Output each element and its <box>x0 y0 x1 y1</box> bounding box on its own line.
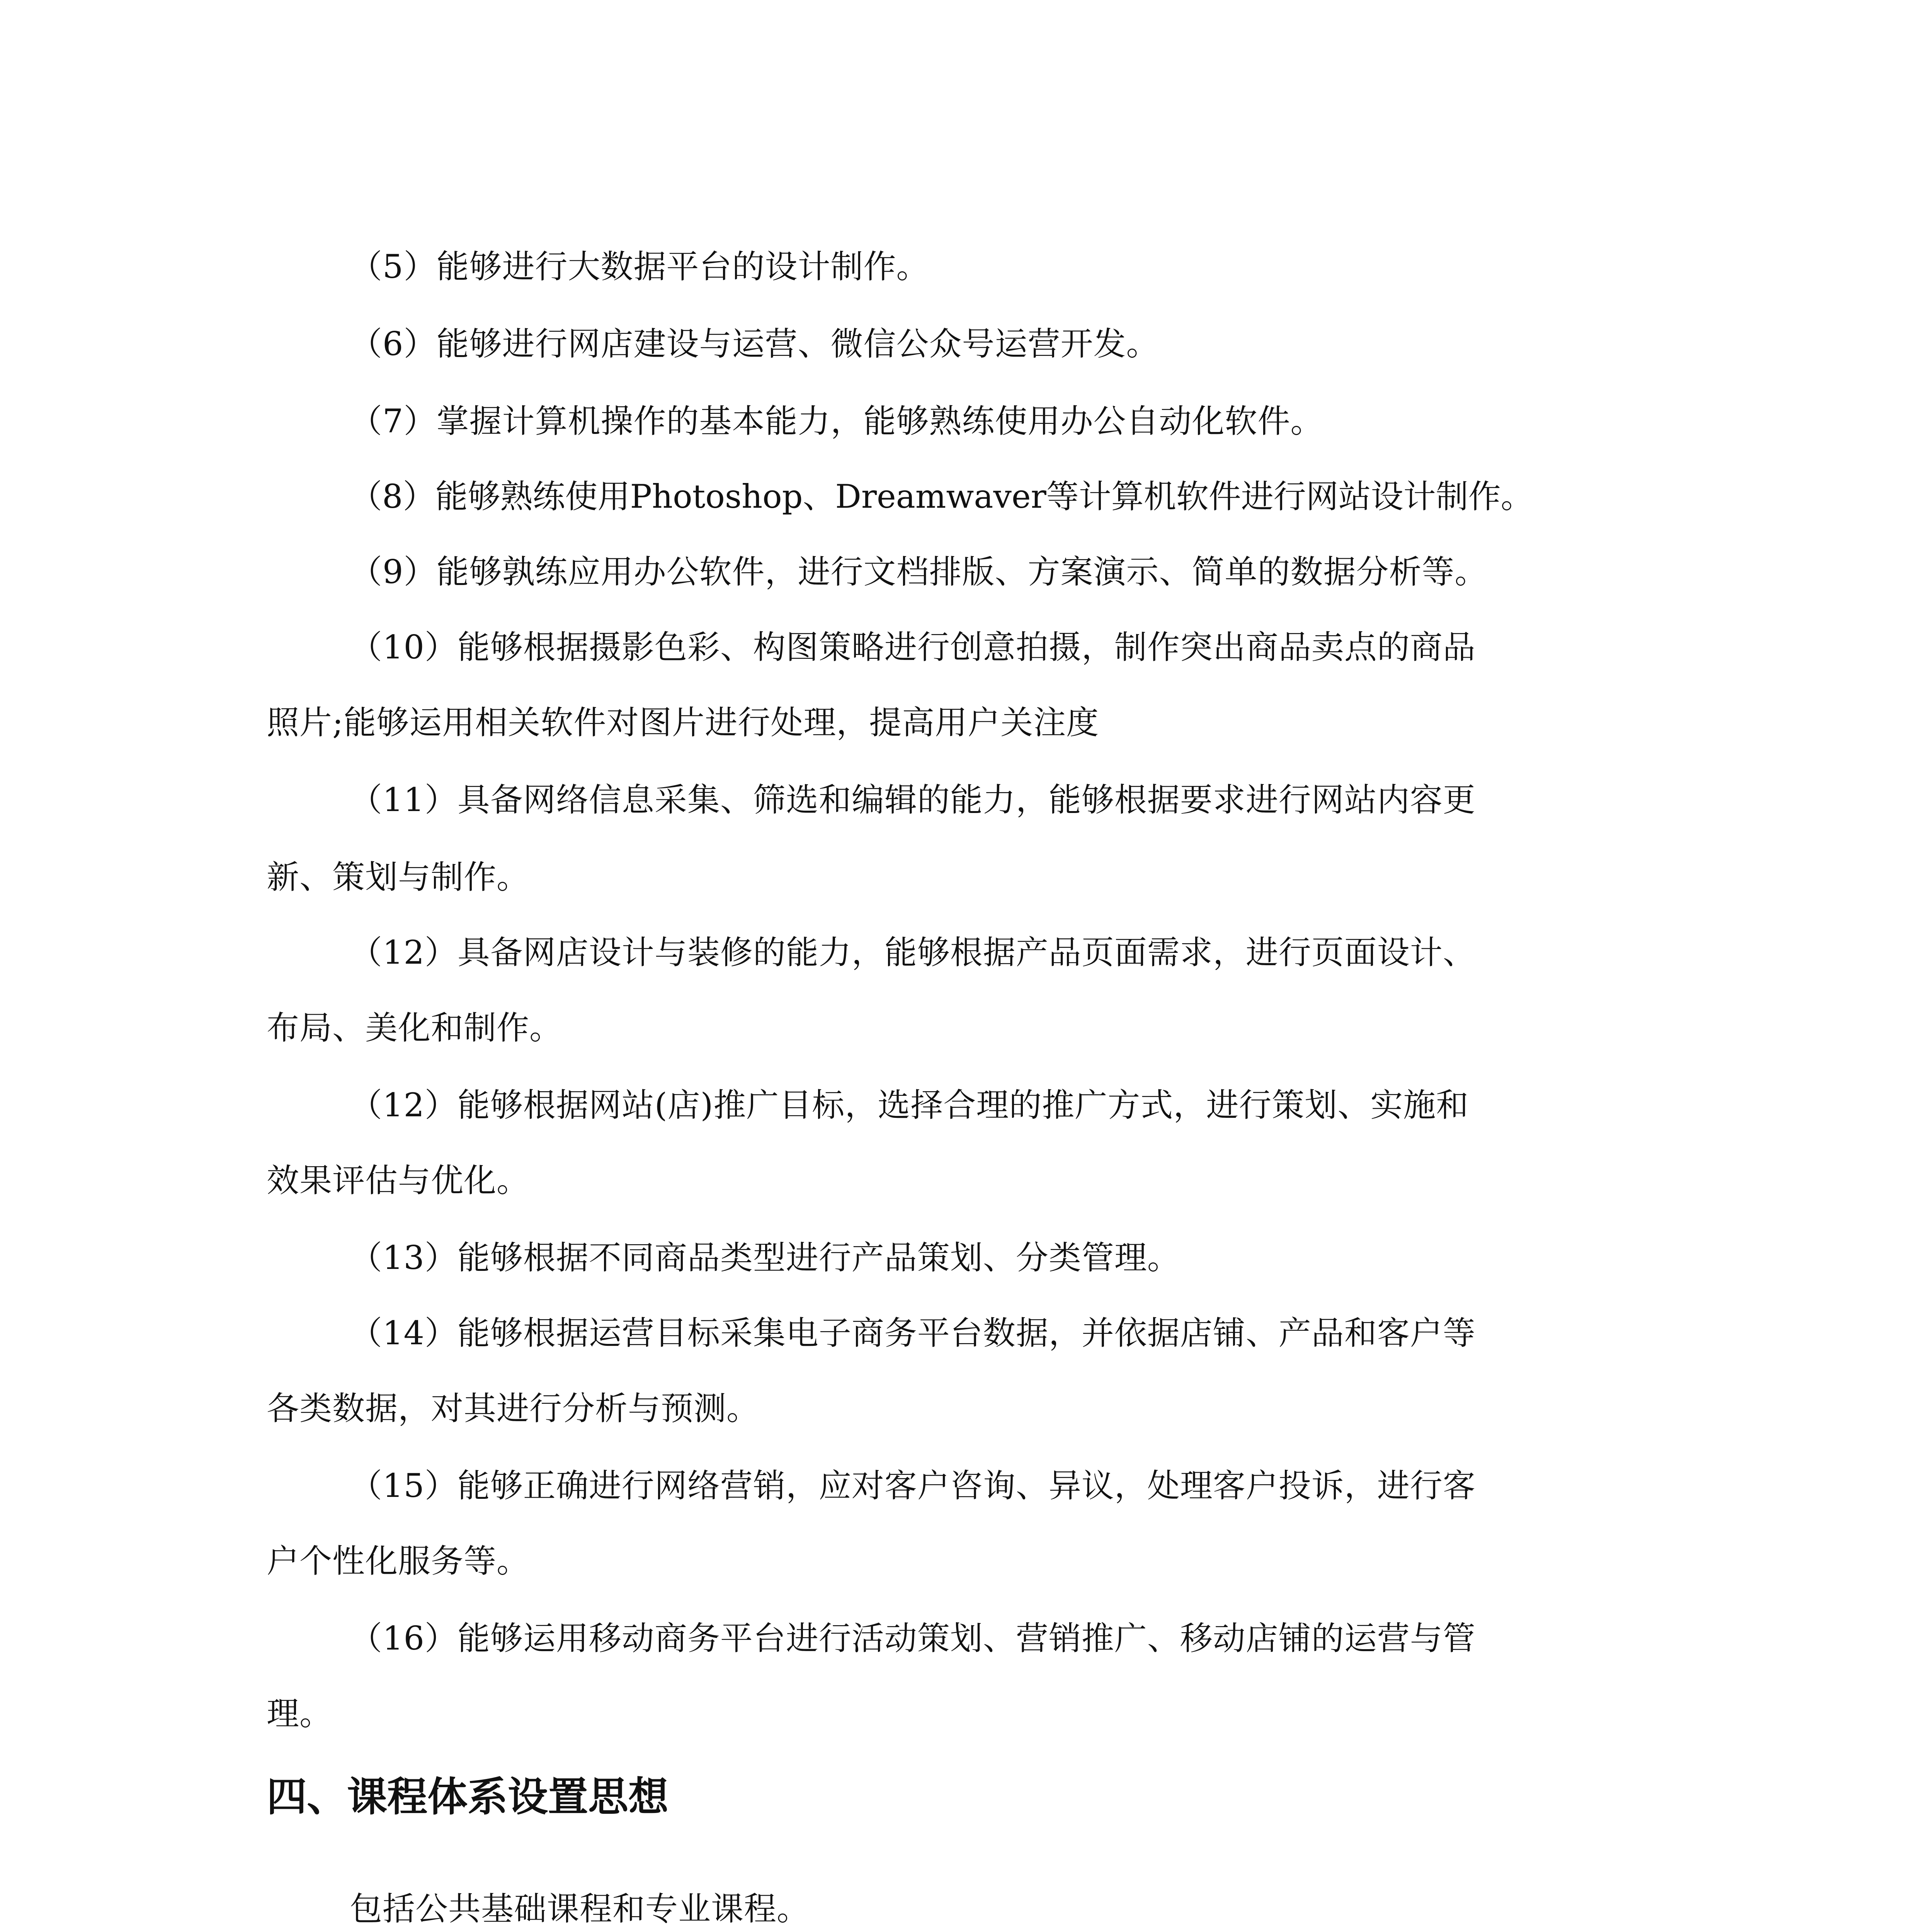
ability-item-16-line1: （16）能够运用移动商务平台进行活动策划、营销推广、移动店铺的运营与管 <box>350 1619 1476 1657</box>
section-intro: 包括公共基础课程和专业课程。 <box>350 1890 810 1928</box>
ability-item-11-line2: 新、策划与制作。 <box>267 858 530 896</box>
ability-item-15-line1: （15）能够正确进行网络营销，应对客户咨询、异议，处理客户投诉，进行客 <box>350 1467 1476 1505</box>
ability-item-10-line2: 照片;能够运用相关软件对图片进行处理，提高用户关注度 <box>267 704 1099 742</box>
ability-item-11-line1: （11）具备网络信息采集、筛选和编辑的能力，能够根据要求进行网站内容更 <box>350 781 1476 819</box>
ability-item-12a-line2: 布局、美化和制作。 <box>267 1009 563 1047</box>
section-heading: 四、课程体系设置思想 <box>267 1773 669 1820</box>
ability-item-8: （8）能够熟练使用Photoshop、Dreamwaver等计算机软件进行网站设计制作。 <box>350 478 1533 515</box>
ability-item-12b-line2: 效果评估与优化。 <box>267 1162 530 1199</box>
ability-item-9: （9）能够孰练应用办公软件，进行文档排版、方案演示、简单的数据分析等。 <box>350 553 1488 591</box>
ability-item-12a-line1: （12）具备网店设计与装修的能力，能够根据产品页面需求，进行页面设计、 <box>350 934 1476 971</box>
ability-item-16-line2: 理。 <box>267 1695 333 1733</box>
ability-item-5: （5）能够进行大数据平台的设计制作。 <box>350 248 929 286</box>
ability-item-14-line1: （14）能够根据运营目标采集电子商务平台数据，并依据店铺、产品和客户等 <box>350 1314 1476 1352</box>
ability-item-14-line2: 各类数据，对其进行分析与预测。 <box>267 1389 760 1427</box>
ability-item-15-line2: 户个性化服务等。 <box>267 1542 530 1580</box>
ability-item-7: （7）掌握计算机操作的基本能力，能够熟练使用办公自动化软件。 <box>350 402 1323 440</box>
ability-item-6: （6）能够进行网店建设与运营、微信公众号运营开发。 <box>350 325 1159 363</box>
ability-item-12b-line1: （12）能够根据网站(店)推广目标，选择合理的推广方式，进行策划、实施和 <box>350 1086 1469 1124</box>
ability-item-10-line1: （10）能够根据摄影色彩、构图策略进行创意拍摄，制作突出商品卖点的商品 <box>350 628 1476 666</box>
ability-item-13: （13）能够根据不同商品类型进行产品策划、分类管理。 <box>350 1239 1180 1277</box>
